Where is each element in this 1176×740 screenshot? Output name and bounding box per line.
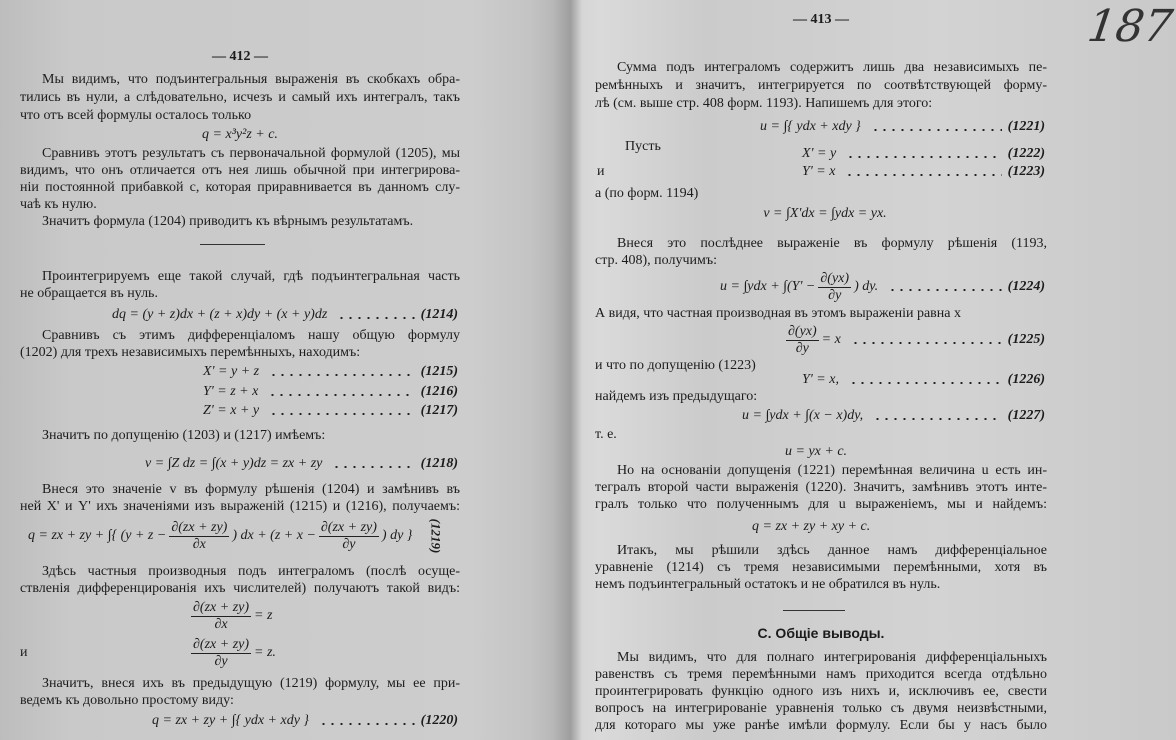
dot-leader [851,342,1002,344]
equation-1214 [112,307,458,323]
text-line: Здѣсь частныя производныя подъ интеграломъ (послѣ осуще- [42,564,460,579]
numerator: ∂(zx + zy) [193,636,250,652]
text-line: Проинтегрируемъ еще такой случай, гдѣ подъинтегральная часть [42,269,460,284]
text-line: Сумма подъ интеграломъ содержитъ лишь два независимыхъ пе- [617,60,1047,75]
denominator: ∂x [214,616,228,632]
dot-leader [873,418,1002,420]
section-heading: С. Общіе выводы. [757,625,885,641]
formula: Z' = x + y [203,403,260,418]
text-line: ведемъ къ довольно простому виду: [20,693,234,708]
equation-1223 [802,164,1045,180]
formula: u = yx + c. [785,444,848,459]
equation-1219 [28,518,453,554]
numerator: ∂(yx) [788,323,817,339]
text-line: ней X' и Y' ихъ значеніями изъ выраженій (1215) и (1216), получаемъ: [20,499,460,514]
text-line: и [597,164,605,179]
text-line: равенствъ съ тремя перемѣнными намъ приходится всегда отдѣльно [595,667,1047,682]
numerator: ∂(yx) [820,270,850,286]
text-line: найдемъ изъ предыдущаго: [595,389,758,404]
formula: v = ∫X'dx = ∫ydx = yx. [763,206,887,221]
dot-leader [337,317,414,319]
dot-leader [888,289,1002,291]
text-line: ствленія дифференцированія ихъ числителей) получаютъ такой видъ: [20,581,460,596]
text-line: и [20,645,28,660]
handwritten-folio-number: 187 [1084,1,1176,52]
fraction [319,520,379,553]
formula-part: u = ∫ydx + ∫(Y' − [720,279,816,294]
formula-part: = x [821,332,841,347]
equation-number: (1215) [420,364,458,379]
text-line: и что по допущенію (1223) [595,358,756,373]
denominator: ∂y [828,287,842,303]
formula: Y' = x, [802,372,839,387]
text-line: а (по форм. 1194) [595,186,699,201]
dot-leader [845,174,1001,176]
equation-number: (1219) [428,518,444,554]
text-line: гралъ только что полученнымъ для u выраженіемъ, мы и найдемъ: [595,497,1047,512]
page-number: — 413 — [793,12,849,27]
formula: q = zx + zy + xy + c. [752,519,871,534]
formula-part: ) dy } [381,528,413,543]
text-line: ремѣнныхъ и значитъ, интегрируется по соотвѣтствующей форму- [595,78,1047,93]
equation-number: (1227) [1007,408,1045,423]
text-line: не обращается въ нуль. [20,286,158,301]
fraction [191,600,251,633]
formula-part: q = zx + zy + ∫{ (y + z − [28,528,167,543]
dot-leader [849,382,1002,384]
text-line: А видя, что частная производная въ этомъ выраженіи равна x [595,306,961,321]
text-line: Значитъ формула (1204) приводитъ къ вѣрнымъ результатамъ. [42,214,414,229]
formula: u = ∫{ ydx + xdy } [760,119,861,134]
fraction [818,271,851,304]
text-line: т. е. [595,427,617,442]
dot-leader [269,413,415,415]
equation-1217 [203,403,458,419]
equation-number: (1225) [1007,332,1045,347]
fraction-equation [188,599,272,633]
page-number: — 412 — [212,49,268,64]
formula: v = ∫Z dz = ∫(x + y)dz = zx + zy [145,456,323,471]
formula: X' = y + z [203,364,260,379]
equation-number: (1216) [420,384,458,399]
fraction [169,520,229,553]
formula-part: = z [254,608,273,623]
text-line: Сравнивъ этотъ результатъ съ первоначальной формулой (1205), мы [42,146,460,161]
equation-number: (1222) [1007,146,1045,161]
formula-part: ) dx + (z + x − [232,528,316,543]
equation-1222 [802,146,1045,162]
dot-leader [269,374,415,376]
numerator: ∂(zx + zy) [171,519,228,535]
formula: q = x³y²z + c. [202,127,278,142]
denominator: ∂y [342,536,356,552]
equation-number: (1217) [420,403,458,418]
dot-leader [846,156,1001,158]
dot-leader [871,129,1002,131]
denominator: ∂y [214,653,228,669]
text-line: видимъ, что онъ отличается отъ нея лишь обычной при интегрирова- [20,163,460,178]
dot-leader [332,466,414,468]
text-line: немъ подъинтегральный остатокъ и не обратился въ нуль. [595,577,941,592]
text-line: Но на основаніи допущенія (1221) перемѣнная величина u есть ин- [617,463,1047,478]
text-line: Сравнивъ съ этимъ дифференціаломъ нашу общую формулу [42,328,460,343]
equation-1224 [720,270,1045,304]
section-divider [200,244,265,245]
text-line: (1202) для трехъ независимыхъ перемѣнныхъ, находимъ: [20,345,361,360]
formula: q = zx + zy + ∫{ ydx + xdy } [152,713,310,728]
equation-number: (1220) [420,713,458,728]
equation-number: (1224) [1007,279,1045,294]
equation-1226 [802,372,1045,388]
text-line: Значитъ, внеся ихъ въ предыдущую (1219) формулу, мы ее при- [42,676,460,691]
denominator: ∂y [795,340,809,356]
text-line: Внеся это послѣднее выраженіе въ формулу рѣшенія (1193, [617,236,1047,251]
denominator: ∂x [192,536,206,552]
text-line: Мы видимъ, что для полнаго интегрированія дифференціальныхъ [617,650,1047,665]
text-line: для котораго мы уже ранѣе имѣли формулу. Если бы у насъ было [595,718,1047,733]
equation-1216 [203,384,458,400]
text-line: тегралъ второй части выраженія (1220). Значитъ, замѣнивъ этотъ инте- [595,480,1047,495]
formula: Y' = z + x [203,384,259,399]
fraction-equation [188,636,276,670]
text-line: Значитъ по допущенію (1203) и (1217) имѣемъ: [42,428,326,443]
equation-1221 [760,119,1045,135]
formula: u = ∫ydx + ∫(x − x)dy, [742,408,864,423]
text-line: чаѣ къ нулю. [20,197,97,212]
formula-part: = z. [254,645,276,660]
text-line: Мы видимъ, что подъинтегральныя выраженія въ скобкахъ обра- [42,72,460,87]
text-line: что отъ всей формулы осталось только [20,108,252,123]
text-line: ніи постоянной прибавкой c, которая приравнивается въ данномъ слу- [20,180,460,195]
formula: X' = y [802,146,837,161]
numerator: ∂(zx + zy) [193,599,250,615]
text-line: уравненіе (1214) съ тремя независимыми перемѣнными, хотя въ [595,560,1047,575]
text-line: тились въ нули, а слѣдовательно, исчезъ и самый ихъ интегралъ, такъ [20,90,460,105]
equation-number: (1223) [1007,164,1045,179]
text-line: Итакъ, мы рѣшили здѣсь данное намъ дифференціальное [617,543,1047,558]
equation-1227 [742,408,1045,424]
text-line: стр. 408), получимъ: [595,253,717,268]
equation-1215 [203,364,458,380]
section-divider [783,610,845,611]
equation-number: (1226) [1007,372,1045,387]
text-line: вопросъ на интегрированіе уравненія только съ двумя неизвѣстными, [595,701,1047,716]
dot-leader [319,723,415,725]
dot-leader [268,394,414,396]
equation-number: (1221) [1007,119,1045,134]
formula: Y' = x [802,164,836,179]
text-line: проинтегрировать функцію одного изъ нихъ и, исключивъ ее, свести [595,684,1047,699]
equation-1218 [145,456,458,472]
text-line: Внеся это значеніе v въ формулу рѣшенія (1204) и замѣнивъ въ [42,482,460,497]
formula: dq = (y + z)dx + (z + x)dy + (x + y)dz [112,307,328,322]
equation-number: (1214) [420,307,458,322]
numerator: ∂(zx + zy) [320,519,377,535]
equation-1220 [152,713,458,729]
text-line: лѣ (см. выше стр. 408 форм. 1193). Напишемъ для этого: [595,96,933,111]
text-line: Пусть [625,139,661,154]
equation-number: (1218) [420,456,458,471]
equation-1225 [783,323,1045,357]
formula-part: ) dy. [854,279,879,294]
fraction [191,637,251,670]
fraction [786,324,819,357]
